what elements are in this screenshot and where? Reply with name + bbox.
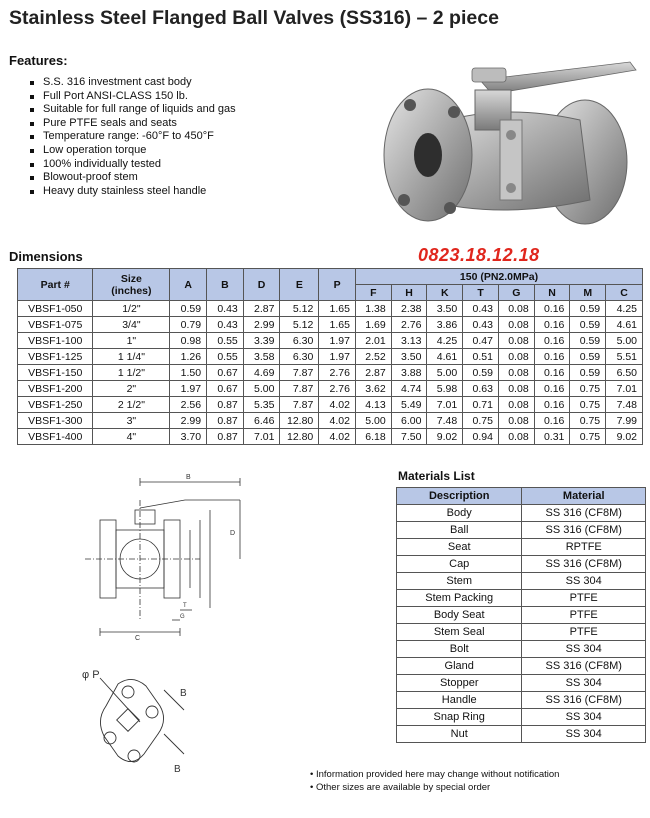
table-cell: 0.59 <box>570 317 606 333</box>
table-cell: 0.75 <box>570 397 606 413</box>
table-row <box>18 301 643 317</box>
material-description: Stopper <box>397 675 522 692</box>
table-row <box>397 505 646 522</box>
material-description: Body Seat <box>397 607 522 624</box>
table-cell: 5.98 <box>427 381 463 397</box>
table-cell: 4.74 <box>391 381 427 397</box>
table-cell: 1.97 <box>319 349 356 365</box>
col-size-line2: (inches) <box>111 284 152 297</box>
col-material: Material <box>522 488 646 505</box>
table-cell: 1.65 <box>319 317 356 333</box>
table-cell: 4.61 <box>427 349 463 365</box>
table-cell: 0.79 <box>170 317 207 333</box>
table-cell: 0.71 <box>463 397 499 413</box>
feature-item: Full Port ANSI-CLASS 150 lb. <box>30 90 236 104</box>
col-p: P <box>319 269 356 301</box>
material-description: Body <box>397 505 522 522</box>
dimensions-heading: Dimensions <box>9 249 83 264</box>
table-cell: 0.59 <box>170 301 207 317</box>
table-cell: 0.59 <box>570 365 606 381</box>
table-cell: 0.87 <box>207 429 244 445</box>
table-cell: 3.62 <box>355 381 391 397</box>
table-cell: 3.70 <box>170 429 207 445</box>
table-row <box>18 349 643 365</box>
table-cell: 0.55 <box>207 333 244 349</box>
table-cell: 0.75 <box>463 413 499 429</box>
table-cell: 1.50 <box>170 365 207 381</box>
col-g: G <box>498 285 534 301</box>
table-row <box>18 429 643 445</box>
table-cell: 0.87 <box>207 413 244 429</box>
material-description: Nut <box>397 726 522 743</box>
material-value: SS 316 (CF8M) <box>522 522 646 539</box>
table-row <box>397 607 646 624</box>
col-part: Part # <box>18 269 93 301</box>
table-cell: 3.50 <box>391 349 427 365</box>
col-k: K <box>427 285 463 301</box>
material-description: Snap Ring <box>397 709 522 726</box>
table-cell: 0.75 <box>570 381 606 397</box>
col-e: E <box>280 269 319 301</box>
table-cell: 2.87 <box>355 365 391 381</box>
table-row <box>397 573 646 590</box>
table-cell: 1.38 <box>355 301 391 317</box>
table-cell: 0.59 <box>570 349 606 365</box>
table-cell: 7.87 <box>280 397 319 413</box>
table-cell: 0.08 <box>498 365 534 381</box>
dimensions-table <box>17 268 643 445</box>
valve-section-diagram <box>80 470 260 640</box>
table-cell: 6.00 <box>391 413 427 429</box>
col-m: M <box>570 285 606 301</box>
diagram-label-phi-p: φ P <box>82 669 100 681</box>
material-value: SS 316 (CF8M) <box>522 556 646 573</box>
material-value: PTFE <box>522 590 646 607</box>
notes-list <box>310 769 559 794</box>
table-cell: 1.69 <box>355 317 391 333</box>
phone-number: 0823.18.12.18 <box>418 245 540 265</box>
table-cell: 4.02 <box>319 397 356 413</box>
table-cell: 0.16 <box>534 349 570 365</box>
table-row <box>397 641 646 658</box>
table-row <box>397 539 646 556</box>
col-size-line1: Size <box>120 272 142 285</box>
table-cell: 2.38 <box>391 301 427 317</box>
table-cell: 0.98 <box>170 333 207 349</box>
table-cell: 7.87 <box>280 365 319 381</box>
table-cell: 0.75 <box>570 413 606 429</box>
table-cell: 7.01 <box>606 381 643 397</box>
table-cell: 0.08 <box>498 301 534 317</box>
material-description: Ball <box>397 522 522 539</box>
table-cell: 0.55 <box>207 349 244 365</box>
materials-table <box>396 487 646 743</box>
table-cell: VBSF1-125 <box>18 349 93 365</box>
table-cell: 3.50 <box>427 301 463 317</box>
table-row <box>397 556 646 573</box>
table-cell: 5.49 <box>391 397 427 413</box>
table-row <box>18 397 643 413</box>
table-cell: 3.86 <box>427 317 463 333</box>
table-cell: 1.26 <box>170 349 207 365</box>
table-cell: 2.76 <box>319 365 356 381</box>
table-cell: 2.01 <box>355 333 391 349</box>
table-cell: 0.59 <box>570 333 606 349</box>
table-cell: 6.30 <box>280 333 319 349</box>
table-cell: 4" <box>93 429 170 445</box>
table-cell: 6.30 <box>280 349 319 365</box>
diagram-label-b3: B <box>174 764 181 775</box>
table-cell: 3.88 <box>391 365 427 381</box>
table-cell: 0.16 <box>534 413 570 429</box>
table-cell: 2.87 <box>243 301 280 317</box>
material-description: Seat <box>397 539 522 556</box>
diagram-label-t: T <box>183 603 187 609</box>
table-cell: 0.67 <box>207 365 244 381</box>
table-cell: 5.35 <box>243 397 280 413</box>
table-cell: 1" <box>93 333 170 349</box>
note-item: • Information provided here may change without notification <box>310 769 559 782</box>
table-cell: 6.18 <box>355 429 391 445</box>
col-group-150: 150 (PN2.0MPa) <box>355 269 642 285</box>
table-cell: 0.94 <box>463 429 499 445</box>
table-cell: 1.97 <box>319 333 356 349</box>
col-n: N <box>534 285 570 301</box>
table-cell: 1.97 <box>170 381 207 397</box>
table-cell: 7.99 <box>606 413 643 429</box>
table-cell: 7.01 <box>427 397 463 413</box>
table-cell: 0.43 <box>207 317 244 333</box>
table-cell: 3.13 <box>391 333 427 349</box>
table-cell: 0.16 <box>534 317 570 333</box>
col-a: A <box>170 269 207 301</box>
table-cell: 5.51 <box>606 349 643 365</box>
material-description: Handle <box>397 692 522 709</box>
table-row <box>397 692 646 709</box>
table-cell: 2" <box>93 381 170 397</box>
table-cell: 2.52 <box>355 349 391 365</box>
table-cell: 1.65 <box>319 301 356 317</box>
table-cell: 0.63 <box>463 381 499 397</box>
table-cell: 4.13 <box>355 397 391 413</box>
table-cell: 4.25 <box>427 333 463 349</box>
note-item: • Other sizes are available by special order <box>310 782 559 795</box>
feature-item: Heavy duty stainless steel handle <box>30 185 236 199</box>
table-cell: 2.56 <box>170 397 207 413</box>
table-cell: 1 1/2" <box>93 365 170 381</box>
table-cell: 0.43 <box>463 301 499 317</box>
table-cell: VBSF1-100 <box>18 333 93 349</box>
table-cell: 0.75 <box>570 429 606 445</box>
table-row <box>397 624 646 641</box>
table-cell: 5.12 <box>280 301 319 317</box>
feature-item: 100% individually tested <box>30 158 236 172</box>
material-value: RPTFE <box>522 539 646 556</box>
table-cell: VBSF1-075 <box>18 317 93 333</box>
table-cell: 0.16 <box>534 365 570 381</box>
table-cell: VBSF1-400 <box>18 429 93 445</box>
table-cell: 2.76 <box>319 381 356 397</box>
material-description: Gland <box>397 658 522 675</box>
table-cell: 9.02 <box>427 429 463 445</box>
table-cell: 5.00 <box>427 365 463 381</box>
table-cell: 0.16 <box>534 301 570 317</box>
table-cell: 4.25 <box>606 301 643 317</box>
material-description: Bolt <box>397 641 522 658</box>
table-cell: 4.02 <box>319 413 356 429</box>
table-cell: 3.58 <box>243 349 280 365</box>
table-row <box>18 413 643 429</box>
table-row <box>397 658 646 675</box>
table-cell: 0.59 <box>570 301 606 317</box>
table-cell: 5.00 <box>355 413 391 429</box>
feature-item: Blowout-proof stem <box>30 171 236 185</box>
table-cell: 2.99 <box>243 317 280 333</box>
material-description: Cap <box>397 556 522 573</box>
table-cell: 0.47 <box>463 333 499 349</box>
diagram-label-b: B <box>186 474 191 481</box>
table-cell: 2 1/2" <box>93 397 170 413</box>
material-description: Stem Seal <box>397 624 522 641</box>
table-cell: 0.08 <box>498 413 534 429</box>
col-b: B <box>207 269 244 301</box>
col-f: F <box>355 285 391 301</box>
dimensions-header-row <box>18 269 643 285</box>
table-cell: 0.87 <box>207 397 244 413</box>
table-cell: 7.50 <box>391 429 427 445</box>
material-value: SS 304 <box>522 709 646 726</box>
material-description: Stem <box>397 573 522 590</box>
material-value: SS 304 <box>522 641 646 658</box>
diagram-label-c: C <box>135 635 141 640</box>
table-cell: 9.02 <box>606 429 643 445</box>
table-cell: 1 1/4" <box>93 349 170 365</box>
table-cell: 0.43 <box>207 301 244 317</box>
table-row <box>18 317 643 333</box>
table-cell: VBSF1-050 <box>18 301 93 317</box>
table-row <box>397 726 646 743</box>
feature-item: Pure PTFE seals and seats <box>30 117 236 131</box>
table-row <box>397 522 646 539</box>
table-cell: 7.01 <box>243 429 280 445</box>
table-cell: 0.59 <box>463 365 499 381</box>
material-description: Stem Packing <box>397 590 522 607</box>
material-value: PTFE <box>522 624 646 641</box>
material-value: SS 304 <box>522 573 646 590</box>
table-cell: 3/4" <box>93 317 170 333</box>
table-cell: 4.69 <box>243 365 280 381</box>
table-cell: 0.08 <box>498 381 534 397</box>
table-row <box>18 333 643 349</box>
table-cell: 5.12 <box>280 317 319 333</box>
feature-item: S.S. 316 investment cast body <box>30 76 236 90</box>
table-cell: VBSF1-250 <box>18 397 93 413</box>
table-cell: 6.46 <box>243 413 280 429</box>
table-cell: 0.67 <box>207 381 244 397</box>
material-value: SS 316 (CF8M) <box>522 505 646 522</box>
col-size <box>93 269 170 301</box>
diagram-label-d: D <box>230 530 236 537</box>
table-cell: VBSF1-200 <box>18 381 93 397</box>
table-cell: 3.39 <box>243 333 280 349</box>
table-cell: 0.16 <box>534 333 570 349</box>
material-value: SS 316 (CF8M) <box>522 658 646 675</box>
table-cell: 2.76 <box>391 317 427 333</box>
valve-photo <box>380 50 642 240</box>
table-cell: 0.08 <box>498 429 534 445</box>
table-cell: 4.61 <box>606 317 643 333</box>
material-value: SS 304 <box>522 675 646 692</box>
table-cell: 7.48 <box>606 397 643 413</box>
table-cell: 6.50 <box>606 365 643 381</box>
table-row <box>18 365 643 381</box>
table-cell: 0.08 <box>498 333 534 349</box>
table-cell: 4.02 <box>319 429 356 445</box>
table-row <box>397 709 646 726</box>
table-row <box>397 675 646 692</box>
material-value: PTFE <box>522 607 646 624</box>
material-value: SS 316 (CF8M) <box>522 692 646 709</box>
table-row <box>18 381 643 397</box>
col-description: Description <box>397 488 522 505</box>
table-cell: 0.16 <box>534 397 570 413</box>
table-cell: 7.87 <box>280 381 319 397</box>
table-cell: 0.08 <box>498 397 534 413</box>
table-cell: 0.08 <box>498 349 534 365</box>
table-cell: VBSF1-150 <box>18 365 93 381</box>
col-h: H <box>391 285 427 301</box>
feature-item: Low operation torque <box>30 144 236 158</box>
table-cell: 12.80 <box>280 413 319 429</box>
table-cell: 12.80 <box>280 429 319 445</box>
feature-item: Suitable for full range of liquids and gas <box>30 103 236 117</box>
table-cell: 0.43 <box>463 317 499 333</box>
flange-diagram <box>80 662 210 790</box>
table-cell: 2.99 <box>170 413 207 429</box>
diagram-label-g: G <box>180 614 185 620</box>
diagram-label-b2: B <box>180 688 187 699</box>
table-cell: VBSF1-300 <box>18 413 93 429</box>
material-value: SS 304 <box>522 726 646 743</box>
table-cell: 1/2" <box>93 301 170 317</box>
features-heading: Features: <box>9 53 68 68</box>
table-cell: 0.31 <box>534 429 570 445</box>
table-cell: 7.48 <box>427 413 463 429</box>
table-cell: 5.00 <box>243 381 280 397</box>
materials-header-row <box>397 488 646 505</box>
col-c: C <box>606 285 643 301</box>
col-t: T <box>463 285 499 301</box>
table-cell: 5.00 <box>606 333 643 349</box>
table-cell: 3" <box>93 413 170 429</box>
feature-item: Temperature range: -60°F to 450°F <box>30 130 236 144</box>
col-d: D <box>243 269 280 301</box>
table-row <box>397 590 646 607</box>
page-title: Stainless Steel Flanged Ball Valves (SS316) – 2 piece <box>9 7 499 29</box>
materials-heading: Materials List <box>398 469 475 483</box>
table-cell: 0.51 <box>463 349 499 365</box>
table-cell: 0.16 <box>534 381 570 397</box>
table-cell: 0.08 <box>498 317 534 333</box>
features-list <box>30 76 236 198</box>
